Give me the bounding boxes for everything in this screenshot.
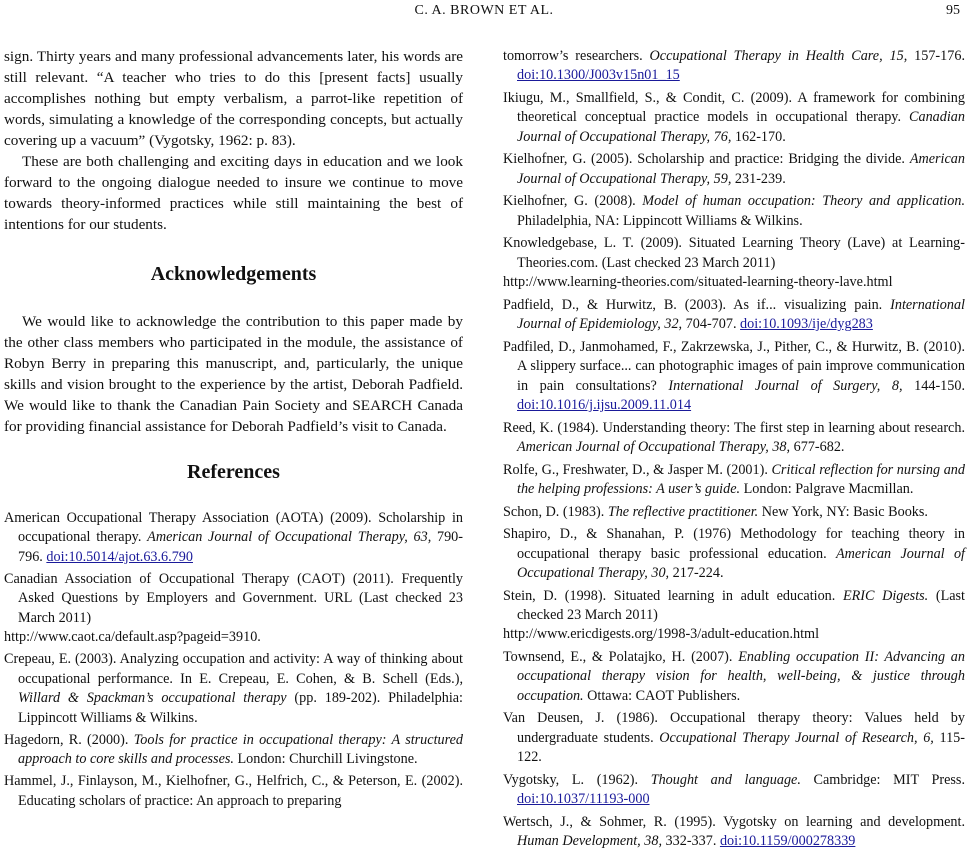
reference-text: Padfiled, D., Janmohamed, F., Zakrzewska, J., Pither, C., & Hurwitz, B. (2010). A slippery surface... can photographic images of pain improve communication in pain consultations? bbox=[503, 338, 965, 394]
reference-text: 332-337. bbox=[662, 833, 720, 849]
reference-text: Crepeau, E. (2003). Analyzing occupation and activity: A way of thinking about occupational performance. In E. Crepeau, E. Cohen, & B. Schell (Eds.), bbox=[4, 651, 463, 687]
reference-source-italic: International Journal of Surgery, 8, bbox=[668, 377, 903, 394]
reference-source-italic: Willard & Spackman’s occupational therapy bbox=[18, 690, 287, 707]
reference-source-italic: Human Development, 38, bbox=[517, 833, 662, 849]
reference-text: Ikiugu, M., Smallfield, S., & Condit, C. (2009). A framework for combining theoretical conceptual practice models in occupational therapy. bbox=[503, 90, 965, 126]
reference-text: Rolfe, G., Freshwater, D., & Jasper M. (2001). bbox=[503, 461, 772, 478]
acknowledgements-text: We would like to acknowledge the contribution to this paper made by the other class members who participated in the module, the assistance of Robyn Berry in preparing this manuscript, and, particularly, the unique skills and vision brought to the experience by the artist, Deborah Padfield. We would like to thank the Canadian Pain Society and SEARCH Canada for providing financial assistance for Deborah Padfield’s visit to Canada. bbox=[4, 313, 463, 435]
reference-source-italic: American Journal of Occupational Therapy, 63, bbox=[147, 529, 432, 546]
reference-source-italic: American Journal of Occupational Therapy, 38, bbox=[517, 439, 791, 456]
reference-text: Kielhofner, G. (2005). Scholarship and practice: Bridging the divide. bbox=[503, 151, 910, 168]
reference-entry bbox=[503, 192, 965, 231]
reference-text: Philadelphia, NA: Lippincott Williams & Wilkins. bbox=[517, 212, 803, 229]
reference-text: London: Palgrave Macmillan. bbox=[740, 481, 914, 498]
reference-source-italic: American Journal of Occupational Therapy, 30, bbox=[517, 545, 965, 582]
reference-list bbox=[503, 47, 965, 849]
reference-entry bbox=[503, 296, 965, 335]
reference-source-italic: ERIC Digests. bbox=[842, 587, 929, 604]
references-heading: References bbox=[187, 461, 280, 483]
body-paragraph: sign. Thirty years and many professional advancements later, his words are still relevant. “A teacher who tries to do this [present facts] usually accomplishes nothing but empty verbalism, a parrot-like repetition of words, simulating a knowledge of the corresponding concepts, but actually covering up a vacuum” (Vygotsky, 1962: p. 83). bbox=[4, 48, 463, 149]
reference-text: 162-170. bbox=[731, 128, 786, 145]
reference-text: tomorrow’s researchers. bbox=[503, 48, 650, 64]
page-number: 95 bbox=[946, 3, 960, 18]
body-paragraph: These are both challenging and exciting days in education and we look forward to the ongoing dialogue needed to insure we continue to move towards theory-informed practices while still maintaining the best of intentions for our students. bbox=[4, 153, 463, 233]
reference-text: 217-224. bbox=[669, 565, 724, 582]
reference-text: Knowledgebase, L. T. (2009). Situated Learning Theory (Lave) at Learning-Theories.com. (Last checked 23 March 2011) bbox=[503, 235, 965, 271]
reference-text: Cambridge: MIT Press. bbox=[800, 771, 966, 788]
reference-text: Schon, D. (1983). bbox=[503, 503, 608, 520]
reference-entry bbox=[4, 731, 463, 770]
reference-source-italic: Tools for practice in occupational therapy: A structured approach to core skills and processes. bbox=[18, 731, 463, 768]
reference-source-italic: Critical reflection for nursing and the helping professions: A user’s guide. bbox=[517, 461, 965, 498]
reference-entry bbox=[4, 509, 463, 567]
reference-text: Vygotsky, L. (1962). bbox=[503, 771, 651, 788]
reference-text: (Last checked 23 March 2011) bbox=[517, 587, 965, 624]
reference-source-italic: Occupational Therapy Journal of Research, 6, bbox=[659, 729, 934, 746]
reference-text: Hammel, J., Finlayson, M., Kielhofner, G., Helfrich, C., & Peterson, E. (2002). Educating scholars of practice: An approach to preparing bbox=[4, 773, 463, 809]
doi-link[interactable]: doi:10.1016/j.ijsu.2009.11.014 bbox=[517, 397, 692, 414]
reference-list bbox=[4, 509, 463, 811]
reference-text: Townsend, E., & Polatajko, H. (2007). bbox=[503, 649, 739, 666]
running-head: C. A. BROWN ET AL. bbox=[414, 3, 554, 18]
reference-entry bbox=[503, 709, 965, 767]
reference-text: Ottawa: CAOT Publishers. bbox=[583, 687, 741, 704]
reference-entry bbox=[503, 503, 965, 522]
reference-entry bbox=[503, 771, 965, 810]
reference-text: London: Churchill Livingstone. bbox=[233, 751, 418, 768]
reference-source-italic: Enabling occupation II: Advancing an occupational therapy vision for health, well-being, & justice through occupation. bbox=[517, 649, 965, 704]
reference-source-italic: American Journal of Occupational Therapy, 59, bbox=[517, 151, 965, 187]
reference-entry bbox=[503, 648, 965, 706]
reference-text: Reed, K. (1984). Understanding theory: The first step in learning about research. bbox=[503, 419, 965, 436]
reference-text: 790-796. bbox=[18, 529, 464, 565]
reference-text: 704-707. bbox=[682, 316, 741, 333]
reference-text: Hagedorn, R. (2000). bbox=[4, 731, 134, 748]
reference-entry bbox=[503, 587, 965, 645]
reference-text: 231-239. bbox=[731, 170, 786, 187]
reference-text: Padfield, D., & Hurwitz, B. (2003). As if... visualizing pain. bbox=[503, 296, 891, 313]
reference-text: 144-150. bbox=[902, 377, 965, 394]
left-column bbox=[4, 46, 463, 814]
doi-link[interactable]: doi:10.1159/000278339 bbox=[719, 833, 856, 849]
reference-text: New York, NY: Basic Books. bbox=[758, 503, 928, 520]
reference-text: 677-682. bbox=[790, 439, 845, 456]
reference-text: Stein, D. (1998). Situated learning in adult education. bbox=[503, 587, 843, 604]
reference-text: American Occupational Therapy Association (AOTA) (2009). Scholarship in occupational therapy. bbox=[4, 510, 463, 546]
reference-text: 115-122. bbox=[517, 729, 966, 766]
doi-link[interactable]: doi:10.1300/J003v15n01_15 bbox=[517, 67, 680, 84]
reference-entry bbox=[503, 47, 965, 86]
reference-text: Wertsch, J., & Sohmer, R. (1995). Vygotsky on learning and development. bbox=[503, 813, 965, 830]
reference-entry bbox=[503, 234, 965, 292]
reference-text: Van Deusen, J. (1986). Occupational therapy theory: Values held by undergraduate students. bbox=[503, 710, 965, 746]
reference-source-italic: Occupational Therapy in Health Care, 15, bbox=[649, 48, 908, 64]
reference-entry bbox=[4, 650, 463, 728]
reference-url: http://www.caot.ca/default.asp?pageid=3910. bbox=[4, 629, 261, 646]
reference-source-italic: International Journal of Epidemiology, 32, bbox=[517, 296, 965, 333]
reference-source-italic: Thought and language. bbox=[650, 771, 801, 788]
reference-text: Shapiro, D., & Shanahan, P. (1976) Methodology for teaching theory in occupational therapy basic professional education. bbox=[503, 526, 965, 562]
reference-entry bbox=[503, 338, 965, 416]
reference-entry bbox=[503, 525, 965, 583]
reference-url: http://www.learning-theories.com/situated-learning-theory-lave.html bbox=[503, 274, 893, 291]
reference-url: http://www.ericdigests.org/1998-3/adult-education.html bbox=[503, 626, 820, 643]
reference-source-italic: Model of human occupation: Theory and application. bbox=[642, 193, 965, 210]
reference-entry bbox=[503, 461, 965, 500]
right-column bbox=[503, 47, 965, 849]
doi-link[interactable]: doi:10.1037/11193-000 bbox=[517, 791, 650, 808]
reference-source-italic: Canadian Journal of Occupational Therapy, 76, bbox=[517, 109, 965, 145]
reference-text: 157-176. bbox=[907, 48, 965, 64]
reference-entry bbox=[503, 419, 965, 458]
reference-entry bbox=[503, 89, 965, 147]
doi-link[interactable]: doi:10.1093/ije/dyg283 bbox=[740, 316, 873, 333]
reference-entry bbox=[4, 570, 463, 648]
reference-text: Canadian Association of Occupational Therapy (CAOT) (2011). Frequently Asked Questions by Employers and Government. URL (Last checked 23 March 2011) bbox=[4, 571, 463, 626]
reference-text: Kielhofner, G. (2008). bbox=[503, 193, 643, 210]
reference-entry bbox=[503, 813, 965, 849]
reference-entry bbox=[4, 772, 463, 811]
doi-link[interactable]: doi:10.5014/ajot.63.6.790 bbox=[46, 548, 193, 565]
reference-source-italic: The reflective practitioner. bbox=[607, 503, 759, 520]
acknowledgements-heading: Acknowledgements bbox=[150, 263, 317, 285]
running-header bbox=[0, 0, 968, 24]
reference-entry bbox=[503, 150, 965, 189]
reference-text: (pp. 189-202). Philadelphia: Lippincott Williams & Wilkins. bbox=[18, 690, 464, 726]
